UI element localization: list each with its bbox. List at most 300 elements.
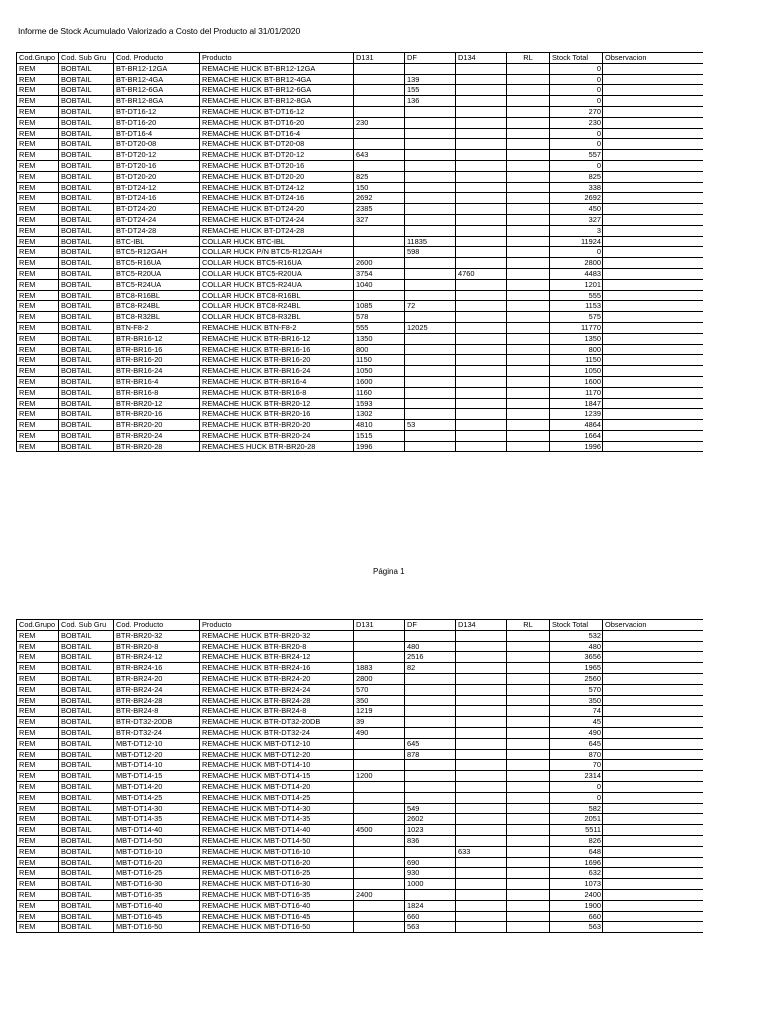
cod-grupo-cell: REM [17,706,59,717]
cod-subgrupo-cell: BOBTAIL [59,684,114,695]
cod-producto-cell: BTC8-R32BL [114,312,200,323]
cod-grupo-cell: REM [17,857,59,868]
d134-cell [456,193,507,204]
rl-cell [507,171,550,182]
d134-cell [456,868,507,879]
cod-grupo-cell: REM [17,376,59,387]
rl-cell [507,85,550,96]
stock-total-cell: 563 [550,922,603,933]
rl-cell [507,268,550,279]
cod-subgrupo-cell: BOBTAIL [59,96,114,107]
producto-cell: REMACHE HUCK BT-BR12-8GA [200,96,354,107]
cod-producto-cell: BT-DT20-20 [114,171,200,182]
cod-grupo-cell: REM [17,900,59,911]
d134-cell [456,150,507,161]
d131-cell [354,96,405,107]
d131-cell: 1600 [354,376,405,387]
rl-cell [507,139,550,150]
stock-total-cell: 0 [550,139,603,150]
d131-cell: 4500 [354,825,405,836]
cod-grupo-cell: REM [17,85,59,96]
d131-cell [354,857,405,868]
d134-cell [456,128,507,139]
producto-cell: REMACHE HUCK BTR-DT32-20DB [200,717,354,728]
cod-grupo-cell: REM [17,922,59,933]
table-row [17,171,703,182]
rl-cell [507,879,550,890]
df-cell [405,193,456,204]
producto-cell: REMACHE HUCK MBT-DT14-10 [200,760,354,771]
d134-cell [456,204,507,215]
d134-cell [456,738,507,749]
cod-producto-cell: MBT-DT14-15 [114,771,200,782]
observacion-cell [603,366,703,377]
producto-cell: REMACHE HUCK BTR-BR16-12 [200,333,354,344]
observacion-cell [603,673,703,684]
table-header-row [17,620,703,631]
rl-cell [507,74,550,85]
producto-cell: REMACHE HUCK BTR-BR20-24 [200,430,354,441]
producto-cell: REMACHE HUCK BT-DT20-16 [200,160,354,171]
cod-subgrupo-cell: BOBTAIL [59,922,114,933]
stock-total-cell: 532 [550,630,603,641]
observacion-cell [603,333,703,344]
cod-subgrupo-cell: BOBTAIL [59,911,114,922]
rl-cell [507,749,550,760]
d131-cell [354,652,405,663]
table-row [17,684,703,695]
d134-cell [456,333,507,344]
cod-subgrupo-cell: BOBTAIL [59,355,114,366]
cod-producto-cell: BTR-BR24-24 [114,684,200,695]
column-header: D131 [354,53,405,64]
observacion-cell [603,322,703,333]
stock-total-cell: 1201 [550,279,603,290]
d134-cell [456,74,507,85]
df-cell [405,409,456,420]
stock-total-cell: 1664 [550,430,603,441]
observacion-cell [603,641,703,652]
stock-total-cell: 575 [550,312,603,323]
cod-subgrupo-cell: BOBTAIL [59,814,114,825]
stock-total-cell: 1170 [550,387,603,398]
column-header: D134 [456,53,507,64]
stock-total-cell: 5511 [550,825,603,836]
observacion-cell [603,441,703,452]
table-row [17,641,703,652]
observacion-cell [603,160,703,171]
d131-cell: 230 [354,117,405,128]
cod-grupo-cell: REM [17,695,59,706]
cod-subgrupo-cell: BOBTAIL [59,63,114,74]
rl-cell [507,441,550,452]
observacion-cell [603,652,703,663]
observacion-cell [603,247,703,258]
stock-table-page-2 [16,619,703,933]
stock-total-cell: 2692 [550,193,603,204]
rl-cell [507,695,550,706]
d134-cell [456,301,507,312]
producto-cell: REMACHE HUCK MBT-DT12-10 [200,738,354,749]
producto-cell: REMACHE HUCK MBT-DT16-20 [200,857,354,868]
column-header: Cod.Grupo [17,53,59,64]
df-cell [405,355,456,366]
cod-producto-cell: MBT-DT14-40 [114,825,200,836]
table-row [17,846,703,857]
d131-cell [354,63,405,74]
d134-cell [456,355,507,366]
observacion-cell [603,279,703,290]
table-row [17,889,703,900]
producto-cell: REMACHE HUCK BT-DT24-28 [200,225,354,236]
d131-cell: 1593 [354,398,405,409]
stock-total-cell: 632 [550,868,603,879]
producto-cell: REMACHE HUCK BTR-BR20-32 [200,630,354,641]
producto-cell: REMACHE HUCK MBT-DT12-20 [200,749,354,760]
df-cell [405,279,456,290]
producto-cell: REMACHE HUCK MBT-DT14-30 [200,803,354,814]
producto-cell: REMACHE HUCK BTR-DT32-24 [200,727,354,738]
df-cell: 136 [405,96,456,107]
stock-total-cell: 74 [550,706,603,717]
cod-subgrupo-cell: BOBTAIL [59,150,114,161]
rl-cell [507,63,550,74]
rl-cell [507,684,550,695]
observacion-cell [603,684,703,695]
df-cell: 1824 [405,900,456,911]
cod-grupo-cell: REM [17,344,59,355]
table-row [17,258,703,269]
df-cell [405,268,456,279]
d134-cell [456,695,507,706]
rl-cell [507,344,550,355]
d131-cell: 150 [354,182,405,193]
cod-grupo-cell: REM [17,738,59,749]
cod-grupo-cell: REM [17,652,59,663]
cod-producto-cell: MBT-DT16-10 [114,846,200,857]
producto-cell: REMACHE HUCK BT-DT16-4 [200,128,354,139]
observacion-cell [603,868,703,879]
df-cell: 82 [405,663,456,674]
df-cell [405,695,456,706]
producto-cell: REMACHE HUCK MBT-DT16-25 [200,868,354,879]
stock-total-cell: 1600 [550,376,603,387]
df-cell [405,430,456,441]
cod-producto-cell: MBT-DT14-20 [114,781,200,792]
rl-cell [507,355,550,366]
rl-cell [507,420,550,431]
column-header: Cod.Grupo [17,620,59,631]
producto-cell: REMACHE HUCK BTR-BR24-24 [200,684,354,695]
stock-total-cell: 1050 [550,366,603,377]
table-row [17,663,703,674]
cod-grupo-cell: REM [17,835,59,846]
cod-subgrupo-cell: BOBTAIL [59,868,114,879]
rl-cell [507,922,550,933]
producto-cell: REMACHE HUCK BT-DT24-12 [200,182,354,193]
rl-cell [507,846,550,857]
d131-cell: 1219 [354,706,405,717]
d134-cell [456,684,507,695]
df-cell [405,117,456,128]
df-cell [405,846,456,857]
d134-cell [456,771,507,782]
cod-subgrupo-cell: BOBTAIL [59,717,114,728]
cod-grupo-cell: REM [17,193,59,204]
observacion-cell [603,825,703,836]
stock-total-cell: 1150 [550,355,603,366]
cod-producto-cell: BT-DT24-24 [114,214,200,225]
cod-producto-cell: MBT-DT14-10 [114,760,200,771]
cod-grupo-cell: REM [17,139,59,150]
producto-cell: REMACHE HUCK MBT-DT14-35 [200,814,354,825]
column-header: Producto [200,620,354,631]
stock-total-cell: 270 [550,106,603,117]
rl-cell [507,706,550,717]
rl-cell [507,128,550,139]
d134-cell [456,857,507,868]
d131-cell: 643 [354,150,405,161]
df-cell [405,214,456,225]
table-row [17,312,703,323]
df-cell [405,673,456,684]
column-header: Stock Total [550,620,603,631]
rl-cell [507,312,550,323]
d134-cell [456,652,507,663]
stock-total-cell: 0 [550,74,603,85]
d131-cell: 555 [354,322,405,333]
stock-total-cell: 490 [550,727,603,738]
cod-grupo-cell: REM [17,771,59,782]
producto-cell: REMACHE HUCK BT-DT24-20 [200,204,354,215]
observacion-cell [603,879,703,890]
stock-total-cell: 2314 [550,771,603,782]
producto-cell: REMACHE HUCK MBT-DT16-10 [200,846,354,857]
d131-cell: 3754 [354,268,405,279]
page-footer: Página 1 [373,567,405,576]
cod-subgrupo-cell: BOBTAIL [59,128,114,139]
cod-producto-cell: BTR-BR24-16 [114,663,200,674]
observacion-cell [603,387,703,398]
cod-grupo-cell: REM [17,74,59,85]
cod-producto-cell: BTR-BR16-8 [114,387,200,398]
table-row [17,420,703,431]
cod-grupo-cell: REM [17,825,59,836]
cod-grupo-cell: REM [17,160,59,171]
d131-cell [354,922,405,933]
df-cell [405,63,456,74]
d134-cell [456,236,507,247]
producto-cell: REMACHE HUCK BTR-BR16-24 [200,366,354,377]
d134-cell [456,663,507,674]
table-row [17,630,703,641]
df-cell [405,150,456,161]
cod-grupo-cell: REM [17,663,59,674]
d131-cell [354,781,405,792]
cod-grupo-cell: REM [17,236,59,247]
observacion-cell [603,63,703,74]
rl-cell [507,430,550,441]
d131-cell [354,236,405,247]
observacion-cell [603,344,703,355]
cod-grupo-cell: REM [17,214,59,225]
cod-producto-cell: BTR-BR16-4 [114,376,200,387]
producto-cell: COLLAR HUCK BTC5-R20UA [200,268,354,279]
d134-cell [456,420,507,431]
observacion-cell [603,376,703,387]
d131-cell: 1040 [354,279,405,290]
cod-subgrupo-cell: BOBTAIL [59,749,114,760]
df-cell [405,706,456,717]
d131-cell: 1996 [354,441,405,452]
producto-cell: REMACHE HUCK BTR-BR20-16 [200,409,354,420]
cod-producto-cell: MBT-DT16-40 [114,900,200,911]
stock-total-cell: 1996 [550,441,603,452]
d131-cell: 1050 [354,366,405,377]
rl-cell [507,247,550,258]
observacion-cell [603,630,703,641]
cod-producto-cell: MBT-DT12-20 [114,749,200,760]
observacion-cell [603,814,703,825]
producto-cell: REMACHE HUCK BT-DT16-12 [200,106,354,117]
df-cell: 878 [405,749,456,760]
cod-producto-cell: BT-DT24-12 [114,182,200,193]
df-cell [405,128,456,139]
df-cell: 2516 [405,652,456,663]
d131-cell: 2692 [354,193,405,204]
cod-grupo-cell: REM [17,171,59,182]
cod-producto-cell: BT-DT24-28 [114,225,200,236]
d134-cell [456,760,507,771]
observacion-cell [603,128,703,139]
observacion-cell [603,225,703,236]
d134-cell [456,922,507,933]
d131-cell: 825 [354,171,405,182]
observacion-cell [603,738,703,749]
d134-cell [456,803,507,814]
d134-cell [456,312,507,323]
stock-total-cell: 582 [550,803,603,814]
cod-subgrupo-cell: BOBTAIL [59,857,114,868]
cod-grupo-cell: REM [17,430,59,441]
cod-grupo-cell: REM [17,322,59,333]
observacion-cell [603,911,703,922]
producto-cell: REMACHE HUCK BT-DT24-16 [200,193,354,204]
table-row [17,922,703,933]
cod-grupo-cell: REM [17,879,59,890]
column-header: D134 [456,620,507,631]
rl-cell [507,214,550,225]
cod-grupo-cell: REM [17,673,59,684]
table-row [17,63,703,74]
observacion-cell [603,781,703,792]
d131-cell [354,139,405,150]
d131-cell [354,900,405,911]
table-row [17,96,703,107]
cod-producto-cell: BTC8-R16BL [114,290,200,301]
cod-subgrupo-cell: BOBTAIL [59,420,114,431]
d131-cell [354,911,405,922]
cod-subgrupo-cell: BOBTAIL [59,727,114,738]
producto-cell: REMACHE HUCK MBT-DT16-50 [200,922,354,933]
producto-cell: REMACHE HUCK BT-BR12-4GA [200,74,354,85]
producto-cell: REMACHE HUCK BT-DT24-24 [200,214,354,225]
df-cell [405,366,456,377]
cod-producto-cell: BTR-BR20-16 [114,409,200,420]
df-cell: 690 [405,857,456,868]
observacion-cell [603,312,703,323]
observacion-cell [603,301,703,312]
d134-cell [456,825,507,836]
rl-cell [507,117,550,128]
df-cell: 930 [405,868,456,879]
observacion-cell [603,727,703,738]
stock-total-cell: 327 [550,214,603,225]
producto-cell: REMACHE HUCK BTR-BR24-28 [200,695,354,706]
d131-cell [354,641,405,652]
d134-cell [456,387,507,398]
cod-producto-cell: MBT-DT14-25 [114,792,200,803]
cod-subgrupo-cell: BOBTAIL [59,771,114,782]
cod-subgrupo-cell: BOBTAIL [59,781,114,792]
table-row [17,290,703,301]
cod-grupo-cell: REM [17,247,59,258]
cod-grupo-cell: REM [17,630,59,641]
producto-cell: COLLAR HUCK BTC8-R32BL [200,312,354,323]
d134-cell [456,85,507,96]
cod-producto-cell: BTC5-R20UA [114,268,200,279]
cod-subgrupo-cell: BOBTAIL [59,344,114,355]
df-cell [405,771,456,782]
stock-total-cell: 11924 [550,236,603,247]
producto-cell: REMACHE HUCK MBT-DT16-30 [200,879,354,890]
table-row [17,182,703,193]
stock-total-cell: 1239 [550,409,603,420]
cod-producto-cell: BTR-BR24-12 [114,652,200,663]
table-row [17,247,703,258]
cod-grupo-cell: REM [17,258,59,269]
rl-cell [507,160,550,171]
cod-producto-cell: MBT-DT16-50 [114,922,200,933]
df-cell [405,290,456,301]
cod-subgrupo-cell: BOBTAIL [59,663,114,674]
d134-cell [456,727,507,738]
table-row [17,792,703,803]
cod-grupo-cell: REM [17,803,59,814]
df-cell [405,258,456,269]
rl-cell [507,366,550,377]
cod-producto-cell: BTC-IBL [114,236,200,247]
df-cell [405,630,456,641]
d131-cell: 1883 [354,663,405,674]
column-header: DF [405,53,456,64]
cod-subgrupo-cell: BOBTAIL [59,825,114,836]
observacion-cell [603,182,703,193]
column-header: Cod. Producto [114,620,200,631]
table-row [17,333,703,344]
column-header: Producto [200,53,354,64]
cod-producto-cell: BT-BR12-4GA [114,74,200,85]
df-cell: 598 [405,247,456,258]
cod-producto-cell: BTR-BR16-16 [114,344,200,355]
rl-cell [507,727,550,738]
stock-total-cell: 660 [550,911,603,922]
cod-producto-cell: BT-DT24-16 [114,193,200,204]
cod-grupo-cell: REM [17,279,59,290]
d131-cell: 1302 [354,409,405,420]
cod-producto-cell: BTR-BR24-8 [114,706,200,717]
d134-cell [456,889,507,900]
